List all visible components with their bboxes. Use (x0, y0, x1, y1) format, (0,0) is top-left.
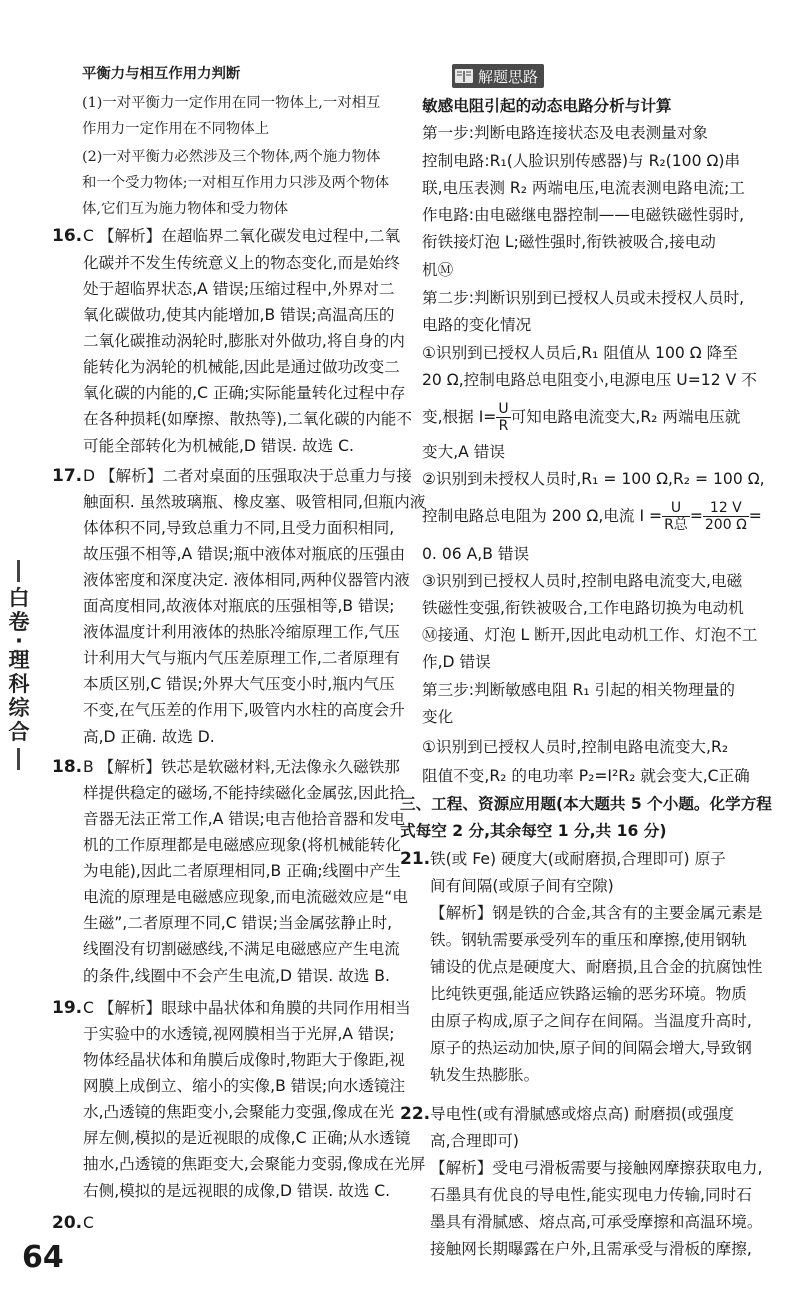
tip-line: (1)一对平衡力一定作用在同一物体上,一对相互 (82, 95, 381, 111)
text-line: 变化 (422, 708, 454, 726)
formula-line (422, 496, 762, 536)
badge-label: 解题思路 (478, 67, 539, 86)
answer-line: 故压强不相等,A 错误;瓶中液体对瓶底的压强由 (83, 545, 406, 563)
tip-line: (2)一对平衡力必然涉及三个物体,两个施力物体 (82, 149, 381, 165)
answer-line: C 【解析】在超临界二氧化碳发电过程中,二氧 (83, 227, 401, 245)
text-line: 第二步:判断识别到已授权人员或未授权人员时, (422, 289, 745, 307)
text-line: 控制电路:R₁(人脸识别传感器)与 R₂(100 Ω)串 (422, 152, 741, 170)
text-line: ③识别到已授权人员时,控制电路电流变大,电磁 (422, 572, 743, 590)
question-number: 17. (52, 466, 83, 486)
text-line: 电路的变化情况 (422, 316, 532, 334)
text-line: 0. 06 A,B 错误 (422, 545, 530, 563)
text-line: 变大,A 错误 (422, 443, 505, 461)
tip-line: 作用力一定作用在不同物体上 (82, 121, 270, 137)
fraction-denominator: R (498, 418, 509, 434)
text-line: ②识别到未授权人员时,R₁ = 100 Ω,R₂ = 100 Ω, (422, 470, 765, 488)
fraction-denominator: 200 Ω (704, 517, 747, 533)
answer-line: 不变,在气压差的作用下,吸管内水柱的高度会升 (83, 701, 405, 719)
answer-line: 本质区别,C 错误;外界大气压变小时,瓶内气压 (83, 675, 395, 693)
answer-line: 可能全部转化为机械能,D 错误. 故选 C. (83, 437, 354, 455)
answer-line: 铺设的优点是硬度大、耐磨损,且合金的抗腐蚀性 (430, 958, 763, 976)
answer-line: 【解析】钢是铁的合金,其含有的主要金属元素是 (430, 904, 763, 922)
answer-line: C (83, 1214, 94, 1232)
answer-line: 屏左侧,模拟的是近视眼的成像,C 正确;从水透镜 (83, 1129, 411, 1147)
sidebar-char: 理 (8, 648, 30, 672)
answer-line: 面高度相同,故液体对瓶底的压强相等,B 错误; (83, 597, 395, 615)
answer-line: 【解析】受电弓滑板需要与接触网摩擦获取电力, (430, 1159, 763, 1177)
question-number: 22. (400, 1104, 431, 1124)
fraction (703, 500, 749, 533)
answer-line: 氧化碳做功,使其内能增加,B 错误;高温高压的 (83, 306, 395, 324)
answer-line: 比纯铁更强,能适应铁路运输的恶劣环境。物质 (430, 985, 747, 1003)
fraction-numerator: U (662, 500, 690, 517)
formula-line (422, 398, 740, 436)
text-line: 作,D 错误 (422, 653, 491, 671)
answer-line: 墨具有滑腻感、熔点高,可承受摩擦和高温环境。 (430, 1213, 763, 1231)
answer-line: C 【解析】眼球中晶状体和角膜的共同作用相当 (83, 999, 411, 1017)
answer-line: 生磁”,二者原理不同,C 错误;当金属弦静止时, (83, 914, 393, 932)
answer-line: 铁(或 Fe) 硬度大(或耐磨损,合理即可) 原子 (430, 850, 726, 868)
section-title: 式每空 2 分,其余每空 1 分,共 16 分) (400, 822, 667, 840)
formula-text: = (689, 507, 703, 525)
sidebar-char: 合 (8, 720, 30, 744)
answer-line: 触面积. 虽然玻璃瓶、橡皮塞、吸管相同,但瓶内液 (83, 493, 426, 511)
answer-line: 水,凸透镜的焦距变小,会聚能力变强,像成在光 (83, 1103, 395, 1121)
sidebar-divider (17, 748, 20, 770)
sidebar-divider (17, 560, 20, 582)
answer-line: 样提供稳定的磁场,不能持续磁化金属弦,因此拾 (83, 784, 405, 802)
sidebar-char: · (15, 629, 23, 653)
section-title: 三、工程、资源应用题(本大题共 5 个小题。化学方程 (400, 795, 772, 813)
formula-text: 变,根据 I= (422, 408, 497, 426)
answer-line: 氧化碳的内能的,C 正确;实际能量转化过程中存 (83, 384, 406, 402)
tip-title: 平衡力与相互作用力判断 (82, 65, 241, 82)
question-number: 20. (52, 1213, 83, 1233)
text-line: 20 Ω,控制电路总电阻变小,电源电压 U=12 V 不 (422, 371, 757, 389)
section-heading: 敏感电阻引起的动态电路分析与计算 (422, 97, 672, 115)
answer-line: B 【解析】铁芯是软磁材料,无法像永久磁铁那 (83, 758, 400, 776)
fraction-numerator: U (498, 401, 509, 417)
question-number: 21. (400, 849, 431, 869)
answer-line: 体体积不同,导致总重力不同,且受力面积相同, (83, 519, 395, 537)
answer-line: 抽水,凸透镜的焦距变大,会聚能力变弱,像成在光屏 (83, 1155, 426, 1173)
answer-line: 间有间隔(或原子间有空隙) (430, 877, 614, 895)
text-line: 第三步:判断敏感电阻 R₁ 引起的相关物理量的 (422, 681, 735, 699)
answer-line: 由原子构成,原子之间存在间隔。当温度升高时, (430, 1012, 752, 1030)
answer-line: 在各种损耗(如摩擦、散热等),二氧化碳的内能不 (83, 410, 412, 428)
text-line: 阻值不变,R₂ 的电功率 P₂=I²R₂ 就会变大,C正确 (422, 767, 750, 785)
text-line: 衔铁接灯泡 L;磁性强时,衔铁被吸合,接电动 (422, 233, 716, 251)
answer-line: 网膜上成倒立、缩小的实像,B 错误;向水透镜注 (83, 1077, 406, 1095)
answer-line: 铁。钢轨需要承受列车的重压和摩擦,使用钢轨 (430, 931, 747, 949)
answer-line: 接触网长期曝露在户外,且需承受与滑板的摩擦, (430, 1240, 752, 1258)
answer-line: 二氧化碳推动涡轮时,膨胀对外做功,将自身的内 (83, 332, 405, 350)
text-line: 机Ⓜ (422, 261, 454, 279)
tip-line: 和一个受力物体;一对相互作用力只涉及两个物体 (82, 175, 390, 191)
sidebar-char: 卷 (8, 610, 30, 634)
question-number: 19. (52, 998, 83, 1018)
text-line: 作电路:由电磁继电器控制——电磁铁磁性弱时, (422, 206, 745, 224)
answer-line: 处于超临界状态,A 错误;压缩过程中,外界对二 (83, 280, 395, 298)
answer-line: 高,D 正确. 故选 D. (83, 728, 215, 746)
answer-line: 机的工作原理都是电磁感应现象(将机械能转化 (83, 836, 401, 854)
formula-text: 可知电路电流变大,R₂ 两端电压就 (510, 408, 741, 426)
text-line: ①识别到已授权人员后,R₁ 阻值从 100 Ω 降至 (422, 344, 738, 362)
fraction (496, 401, 510, 434)
answer-line: 高,合理即可) (430, 1132, 520, 1150)
answer-line: 液体温度计利用液体的热胀冷缩原理工作,气压 (83, 623, 400, 641)
answer-line: 计利用大气与瓶内气压差原理工作,二者原理有 (83, 649, 400, 667)
answer-line: 导电性(或有滑腻感或熔点高) 耐磨损(或强度 (430, 1105, 734, 1123)
sidebar-char: 综 (8, 696, 30, 720)
answer-line: 为电能),因此二者原理相同,B 正确;线圈中产生 (83, 862, 401, 880)
sidebar-char: 白 (8, 586, 30, 610)
solution-approach-badge (452, 64, 544, 88)
page-number: 64 (22, 1240, 64, 1275)
answer-line: 的条件,线圈中不会产生电流,D 错误. 故选 B. (83, 967, 390, 985)
answer-line: 电流的原理是电磁感应现象,而电流磁效应是“电 (83, 888, 408, 906)
text-line: 联,电压表测 R₂ 两端电压,电流表测电路电流;工 (422, 179, 745, 197)
text-line: Ⓜ接通、灯泡 L 断开,因此电动机工作、灯泡不工 (422, 626, 758, 644)
sidebar-label (4, 586, 34, 744)
text-line: 第一步:判断电路连接状态及电表测量对象 (422, 124, 708, 142)
tip-line: 体,它们互为施力物体和受力物体 (82, 201, 289, 217)
answer-line: 线圈没有切割磁感线,不满足电磁感应产生电流 (83, 940, 400, 958)
text-line: ①识别到已授权人员时,控制电路电流变大,R₂ (422, 738, 729, 756)
fraction (662, 500, 690, 533)
formula-text: = (748, 507, 762, 525)
answer-line: 能转化为涡轮的机械能,因此是通过做功改变二 (83, 358, 400, 376)
answer-line: D 【解析】二者对桌面的压强取决于总重力与接 (83, 467, 412, 485)
answer-line: 液体密度和深度决定. 液体相同,两种仪器管内液 (83, 571, 410, 589)
question-number: 16. (52, 226, 83, 246)
answer-line: 物体经晶状体和角膜后成像时,物距大于像距,视 (83, 1051, 405, 1069)
answer-line: 石墨具有优良的导电性,能实现电力传输,同时石 (430, 1186, 752, 1204)
text-line: 铁磁性变强,衔铁被吸合,工作电路切换为电动机 (422, 599, 744, 617)
answer-line: 右侧,模拟的是远视眼的成像,D 错误. 故选 C. (83, 1182, 391, 1200)
answer-line: 化碳并不发生传统意义上的物态变化,而是始终 (83, 254, 400, 272)
book-icon (454, 67, 474, 85)
formula-text: 控制电路总电阻为 200 Ω,电流 I = (422, 507, 663, 525)
fraction-denominator: R总 (664, 517, 688, 533)
sidebar-char: 科 (8, 672, 30, 696)
question-number: 18. (52, 757, 83, 777)
answer-line: 音器无法正常工作,A 错误;电吉他拾音器和发电 (83, 810, 406, 828)
fraction-numerator: 12 V (703, 500, 749, 517)
answer-line: 原子的热运动加快,原子间的间隔会增大,导致钢 (430, 1039, 752, 1057)
answer-line: 轨发生热膨胀。 (430, 1066, 540, 1084)
answer-line: 于实验中的水透镜,视网膜相当于光屏,A 错误; (83, 1025, 395, 1043)
